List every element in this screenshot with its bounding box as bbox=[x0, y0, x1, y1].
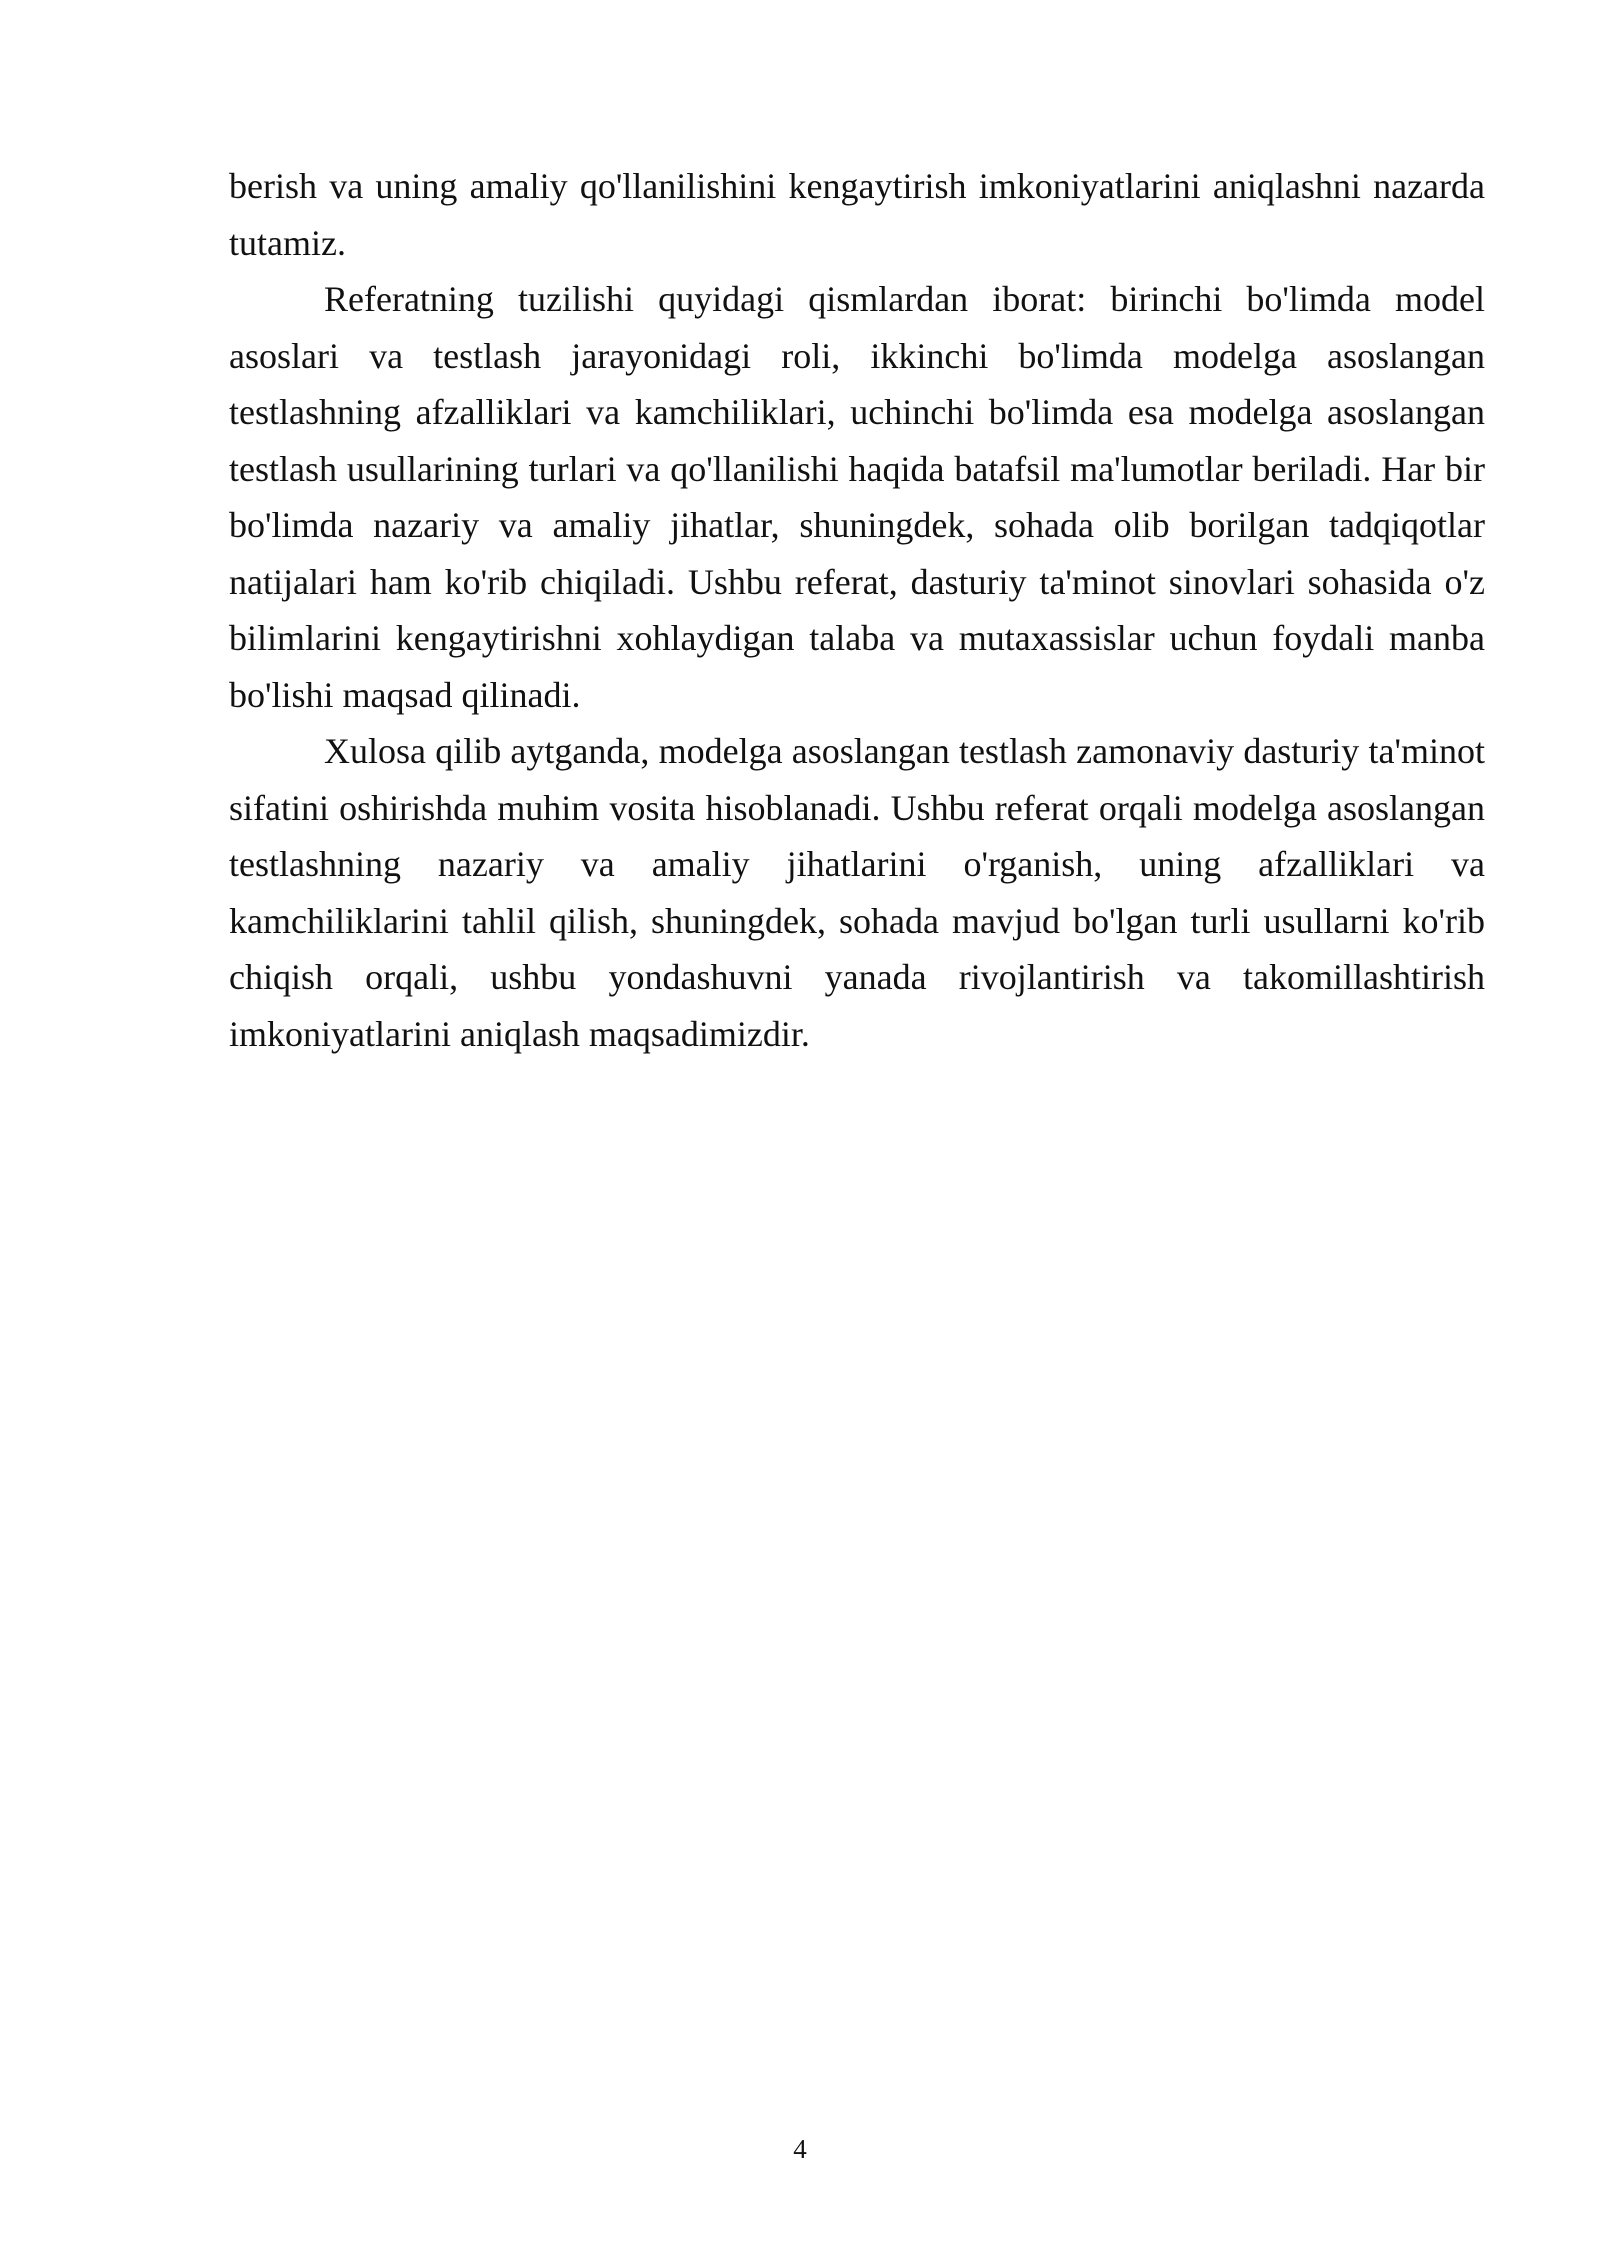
page-number: 4 bbox=[793, 2134, 807, 2164]
paragraph-continuation: berish va uning amaliy qo'llanilishini kengaytirish imkoniyatlarini aniqlashni nazarda tutamiz. bbox=[229, 166, 1485, 263]
body-text bbox=[229, 158, 1485, 1062]
paragraph-structure: Referatning tuzilishi quyidagi qismlardan iborat: birinchi bo'limda model asoslari va testlash jarayonidagi roli, ikkinchi bo'limda modelga asoslangan testlashning afzalliklari va kamchiliklari, uchinchi bo'limda esa modelga asoslangan testlash usullarining turlari va qo'llanilishi haqida batafsil ma'lumotlar beriladi. Har bir bo'limda nazariy va amaliy jihatlar, shuningdek, sohada olib borilgan tadqiqotlar natijalari ham ko'rib chiqiladi. Ushbu referat, dasturiy ta'minot sinovlari sohasida o'z bilimlarini kengaytirishni xohlaydigan talaba va mutaxassislar uchun foydali manba bo'lishi maqsad qilinadi. bbox=[229, 279, 1485, 715]
paragraph-conclusion: Xulosa qilib aytganda, modelga asoslangan testlash zamonaviy dasturiy ta'minot sifatini oshirishda muhim vosita hisoblanadi. Ushbu referat orqali modelga asoslangan testlashning nazariy va amaliy jihatlarini o'rganish, uning afzalliklari va kamchiliklarini tahlil qilish, shuningdek, sohada mavjud bo'lgan turli usullarni ko'rib chiqish orqali, ushbu yondashuvni yanada rivojlantirish va takomillashtirish imkoniyatlarini aniqlash maqsadimizdir. bbox=[229, 731, 1485, 1054]
